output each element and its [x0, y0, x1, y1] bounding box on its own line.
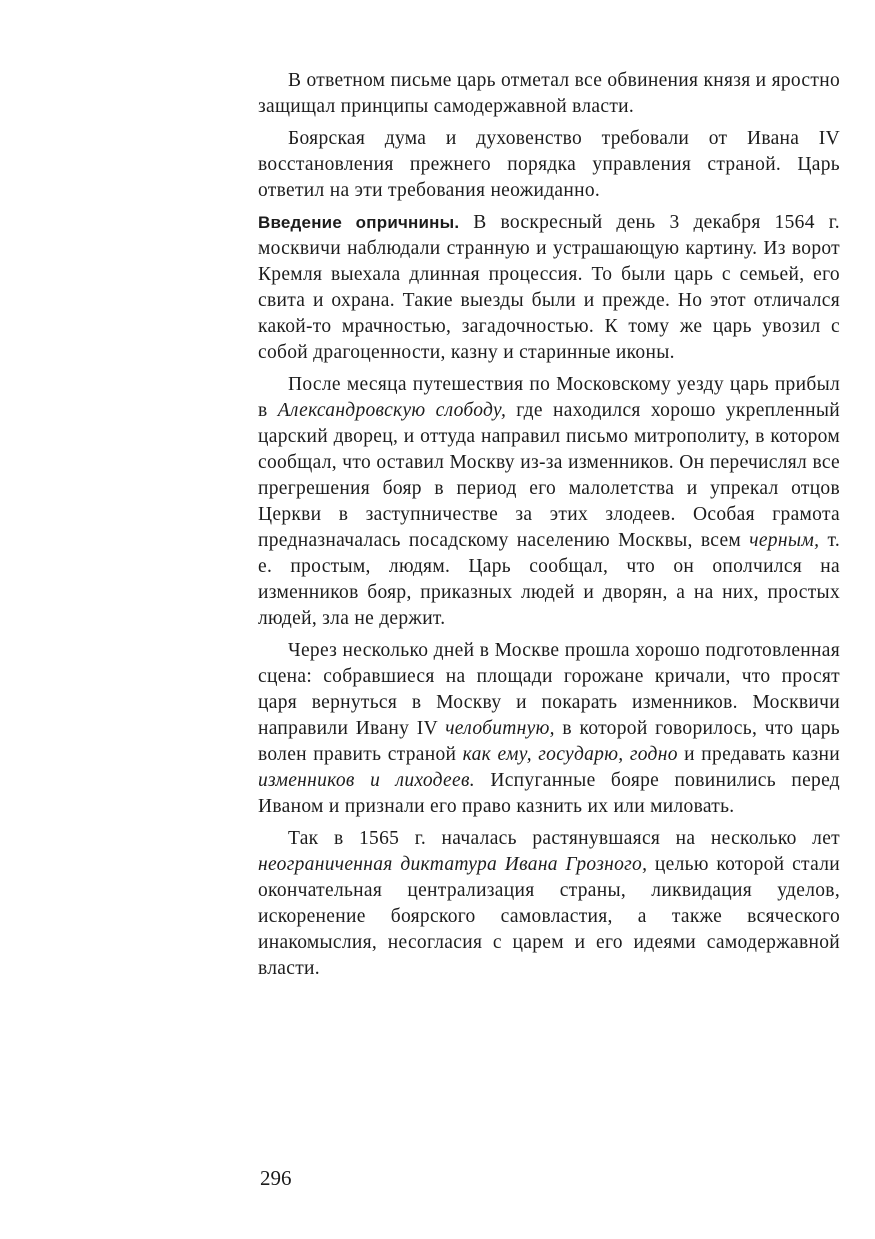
italic-term: как ему, государю, годно — [462, 744, 678, 765]
text-run: Боярская дума и духовенство требовали от Ивана IV восстановления прежнего порядка управления страной. Царь ответил на эти требования неожиданно. — [258, 128, 840, 201]
page-number: 296 — [260, 1166, 292, 1190]
text-run: т. е. простым, людям. Царь сообщал, что он ополчился на изменников бояр, приказных людей и дворян, а на них, простых людей, зла не держит. — [258, 530, 840, 629]
italic-term: черным, — [749, 530, 820, 551]
text-run: где находился хорошо укрепленный царский дворец, и оттуда направил письмо митрополиту, в котором сообщал, что оставил Москву из-за изменников. Он перечислял все прегрешения бояр в период его малолетства и упрекал отцов Церкви в заступничестве за этих злодеев. Особая грамота предназначалась посадскому населению Москвы, всем — [258, 400, 840, 551]
paragraph-duma-demands — [258, 126, 840, 204]
text-run: в которой говорилось, что царь волен править страной — [258, 718, 840, 765]
text-run: В воскресный день 3 декабря 1564 г. москвичи наблюдали странную и устрашающую картину. Из ворот Кремля выехала длинная процессия. То были царь с семьей, его свита и охрана. Такие выезды были и прежде. Но этот отличался какой-то мрачностью, загадочностью. К тому же царь увозил с собой драгоценности, казну и старинные иконы. — [258, 212, 840, 363]
paragraph-oprichnina-intro — [258, 210, 840, 366]
page-body — [258, 68, 840, 988]
paragraph-dictatorship — [258, 826, 840, 982]
text-run: Через несколько дней в Москве прошла хорошо подготовленная сцена: собравшиеся на площади горожане кричали, что просят царя вернуться в Москву и покарать изменников. Москвичи направили Ивану IV — [258, 640, 840, 739]
italic-term: челобитную, — [445, 718, 555, 739]
italic-term: изменников и лиходеев. — [258, 770, 475, 791]
text-run: После месяца путешествия по Московскому уезду царь прибыл в — [258, 374, 840, 421]
paragraph-reply-letter — [258, 68, 840, 120]
italic-term: неограниченная диктатура Ивана Грозного, — [258, 854, 648, 875]
text-run: В ответном письме царь отметал все обвинения князя и яростно защищал принципы самодержавной власти. — [258, 70, 840, 117]
text-run: Испуганные бояре повинились перед Иваном и признали его право казнить их или миловать. — [258, 770, 840, 817]
paragraph-petition — [258, 638, 840, 820]
italic-term: Александровскую слободу, — [277, 400, 507, 421]
section-heading: Введение опричнины. — [258, 213, 460, 232]
text-run: Так в 1565 г. началась растянувшаяся на несколько лет — [288, 828, 840, 849]
text-run: целью которой стали окончательная централизация страны, ликвидация уделов, искоренение боярского самовластия, а также всяческого инакомыслия, несогласия с царем и его идеями самодержавной власти. — [258, 854, 840, 979]
paragraph-journey — [258, 372, 840, 632]
text-run: и предавать казни — [677, 744, 841, 765]
